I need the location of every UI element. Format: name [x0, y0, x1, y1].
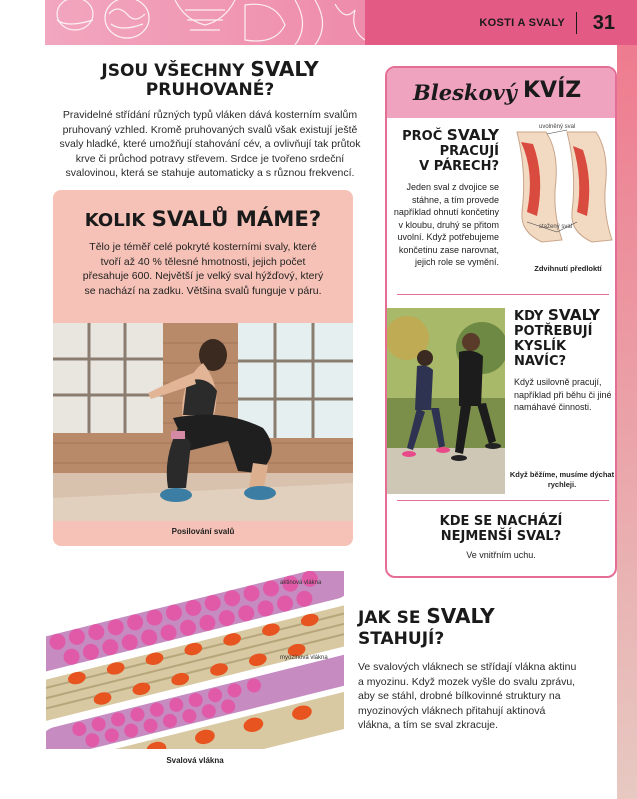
label-relaxed-muscle: uvolněný sval	[539, 124, 576, 130]
title-part: NEJMENŠÍ SVAL?	[440, 529, 562, 544]
caption-muscle-fibers: Svalová vlákna	[166, 756, 224, 765]
quiz-title-script: Bleskový	[413, 80, 517, 105]
section-title-contraction	[358, 606, 568, 650]
title-part: KDY	[514, 309, 548, 324]
title-part: NAVÍC?	[514, 354, 567, 369]
title-part: JAK SE	[358, 608, 427, 628]
title-part: POTŘEBUJÍ	[514, 324, 593, 339]
label-actin: aktinová vlákna	[280, 580, 322, 586]
title-part: PRACUJÍ	[439, 144, 499, 159]
quiz-question-2-title	[514, 308, 614, 369]
title-emphasis: SVALY	[250, 57, 319, 81]
header-divider	[576, 12, 577, 34]
title-emphasis: SVALY	[446, 126, 499, 144]
quiz-header	[387, 68, 617, 118]
title-part: KDE SE NACHÁZÍ	[439, 514, 563, 529]
page-header	[0, 0, 637, 45]
title-part: PRUHOVANÉ?	[145, 79, 275, 100]
photo-caption-squat: Posilování svalů	[171, 527, 235, 536]
caption-forearm-lift: Zdvihnutí předloktí	[534, 264, 602, 273]
arm-muscles-illustration	[507, 122, 615, 262]
caption-running: Když běžíme, musíme dýchat rychleji.	[509, 470, 615, 489]
quiz-question-1-answer: Jeden sval z dvojice se stáhne, a tím provede například ohnutí končetiny v kloubu, druhý se přitom uvolní. Když potřebujeme končetinu zase narovnat, jejich role se vymění.	[393, 182, 499, 267]
quiz-question-3-title	[387, 514, 615, 544]
quiz-divider	[397, 294, 609, 295]
section-body-striated: Pravidelné střídání různých typů vláken dává kosterním svalům pruhovaný vzhled. Kromě pruhovaných svalů však existují ještě svaly hladké, které umožňují stahování cév, a ovlivňují tak průtok krve či průchod potravy střevem. Srdce je tvořeno srdeční svalovinou, která se stahuje automaticky a s různou frekvencí.	[59, 109, 361, 179]
title-emphasis: SVALŮ MÁME?	[151, 207, 322, 232]
quiz-panel	[385, 66, 617, 578]
title-emphasis: SVALY	[426, 604, 495, 628]
section-title-striated	[60, 58, 360, 99]
title-part: STAHUJÍ?	[358, 629, 445, 649]
section-title-muscle-count	[53, 208, 353, 231]
quiz-divider	[397, 500, 609, 501]
title-part: JSOU VŠECHNY	[101, 61, 251, 81]
quiz-question-2-answer: Když usilovně pracují, například při běhu či jiné namáhavé činnosti.	[514, 377, 612, 412]
label-contracted-muscle: stažený sval	[539, 224, 573, 230]
title-part: PROČ	[402, 129, 447, 144]
quiz-question-3-answer: Ve vnitřním uchu.	[466, 550, 536, 560]
section-label: KOSTI A SVALY	[479, 17, 565, 29]
running-photo	[387, 308, 505, 494]
label-myosin: myozinová vlákna	[280, 655, 328, 661]
quiz-question-1-title	[387, 128, 499, 174]
muscle-count-box	[53, 190, 353, 546]
quiz-title-bold: KVÍZ	[523, 78, 582, 103]
header-anatomy-illustration	[45, 0, 365, 45]
squat-photo	[53, 323, 353, 521]
title-part: KOLIK	[84, 210, 152, 231]
page-edge-bar	[617, 45, 637, 799]
page-number: 31	[592, 12, 615, 34]
title-part: KYSLÍK	[514, 339, 567, 354]
title-emphasis: SVALY	[547, 306, 601, 324]
section-body-muscle-count: Tělo je téměř celé pokryté kosterními svaly, které tvoří až 40 % tělesné hmotnosti, jejich počet přesahuje 600. Největší je velký sval hýžďový, který se nachází na zadku. Většina svalů funguje v páru.	[82, 241, 324, 297]
title-part: V PÁRECH?	[419, 159, 499, 174]
section-body-contraction: Ve svalových vláknech se střídají vlákna aktinu a myozinu. Když mozek vyšle do svalu zprávu, aby se stáhl, drobné bílkovinné struktury na myozinových vláknech přitahují aktinová vlákna, a tím se sval zkracuje.	[358, 661, 577, 731]
